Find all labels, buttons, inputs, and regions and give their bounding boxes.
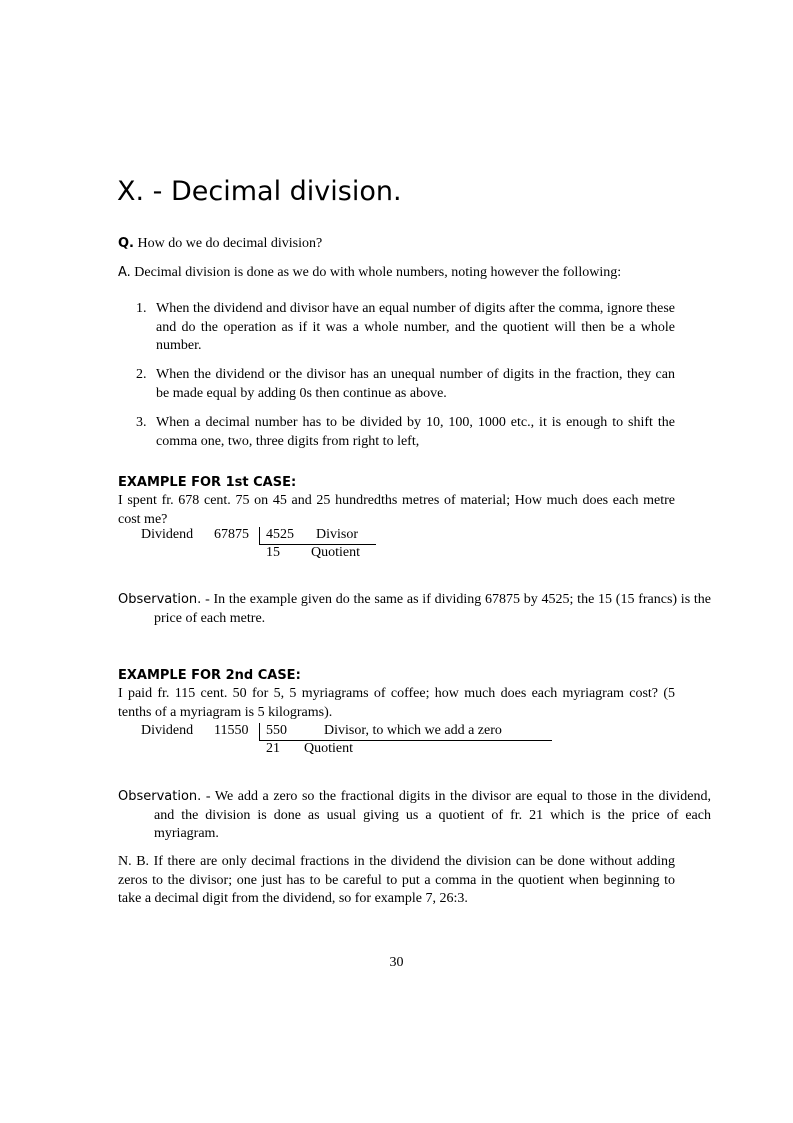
dividend-value: 67875: [214, 527, 249, 542]
division-bar: [259, 527, 260, 544]
divisor-label: Divisor, to which we add a zero: [324, 723, 502, 738]
divisor-label: Divisor: [316, 527, 358, 542]
observation-text: - In the example given do the same as if dividing 67875 by 4525; the 15 (15 francs) is the price of each metre.: [154, 592, 712, 626]
list-text: When the dividend or the divisor has an unequal number of digits in the fraction, they can be made equal by adding 0s then continue as above.: [156, 367, 675, 401]
list-item: [136, 300, 675, 356]
quotient-label: Quotient: [304, 741, 353, 756]
q-text: How do we do decimal division?: [137, 236, 323, 251]
page-number: 30: [389, 955, 404, 970]
quotient-label: Quotient: [311, 545, 360, 560]
a-text: Decimal division is done as we do with whole numbers, noting however the following:: [134, 265, 622, 280]
list-number: 3.: [136, 415, 147, 430]
quotient-value: 15: [266, 545, 280, 560]
list-text: When a decimal number has to be divided by 10, 100, 1000 etc., it is enough to shift the comma one, two, three digits from right to left,: [156, 415, 675, 449]
example1-heading: EXAMPLE FOR 1st CASE:: [118, 475, 297, 490]
observation-label: Observation.: [118, 592, 202, 607]
division-bar: [259, 723, 260, 740]
list-item: [136, 414, 675, 451]
nota-bene: N. B. If there are only decimal fractions in the dividend the division can be done without adding zeros to the divisor; one just has to be careful to put a comma in the quotient when beginning to take a decimal digit from the dividend, so for example 7, 26:3.: [118, 854, 675, 906]
list-number: 2.: [136, 367, 147, 382]
answer: [118, 264, 675, 283]
question: [118, 235, 675, 254]
dividend-label: Dividend: [141, 723, 194, 738]
quotient-value: 21: [266, 741, 280, 756]
example1-text: I spent fr. 678 cent. 75 on 45 and 25 hundredths metres of material; How much does each metre cost me?: [118, 493, 675, 527]
page-title: X. - Decimal division.: [117, 176, 402, 207]
list-number: 1.: [136, 301, 147, 316]
divisor-value: 550: [266, 723, 287, 738]
list-item: [136, 366, 675, 403]
q-label: Q.: [118, 236, 134, 251]
a-label: A.: [118, 265, 131, 280]
list-text: When the dividend and divisor have an equal number of digits after the comma, ignore these and do the operation as if it was a whole number, and the quotient will then be a whole number.: [156, 301, 675, 353]
observation1: [118, 591, 711, 628]
dividend-label: Dividend: [141, 527, 194, 542]
dividend-value: 11550: [214, 723, 249, 738]
division-line: [259, 740, 552, 741]
example2-heading: EXAMPLE FOR 2nd CASE:: [118, 668, 301, 683]
divisor-value: 4525: [266, 527, 294, 542]
observation-label: Observation.: [118, 789, 202, 804]
example2-text: I paid fr. 115 cent. 50 for 5, 5 myriagrams of coffee; how much does each myriagram cost? (5 tenths of a myriagram is 5 kilograms).: [118, 686, 675, 720]
observation-text: - We add a zero so the fractional digits in the divisor are equal to those in the dividend, and the division is done as usual giving us a quotient of fr. 21 which is the price of each myriagram.: [154, 789, 711, 841]
observation2: [118, 788, 711, 844]
